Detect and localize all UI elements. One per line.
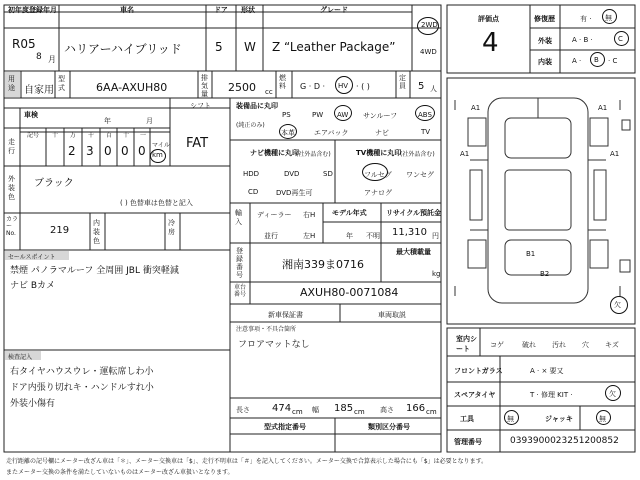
inspector-line2: ドア内張り切れキ・ハンドルすれ小 [10, 383, 154, 393]
sales-points-line1: 禁煙 パノラマルーフ 全周囲 JBL 衝突軽減 [10, 266, 179, 276]
exterior-selected: C [618, 35, 623, 43]
nav-sub: (社外品含む) [296, 151, 331, 158]
inspector-line1: 右タイヤハウスウレ・運転席しわ小 [10, 367, 154, 377]
mgmt-value: 0393900023251200852 [510, 436, 619, 446]
interior-color-label: 内装色 [93, 219, 100, 245]
damage-a1-right: A1 [598, 104, 608, 112]
damage-a1-left: A1 [471, 104, 481, 112]
model-label: 型式 [58, 75, 65, 92]
seat-hole: 穴 [582, 341, 589, 349]
mileage-label: 走行 [8, 138, 15, 155]
tools-label: 工具 [460, 415, 474, 423]
class-number-label: 類別区分番号 [368, 423, 410, 431]
damage-missing: 欠 [614, 301, 621, 309]
notes-line1: フロアマットなし [238, 340, 310, 350]
ac-label: 冷房 [168, 219, 175, 236]
height-unit: cm [426, 408, 437, 416]
width-value: 185 [334, 403, 354, 414]
reg-year-value: R05 [12, 37, 36, 51]
seat-label: 室内シート [456, 335, 477, 353]
tv-sub: (社外品含む) [400, 151, 435, 158]
mileage-h6: 一 [140, 132, 147, 139]
car-name-value: ハリアーハイブリッド [64, 42, 182, 56]
new-warranty-label: 新車保証書 [268, 311, 303, 319]
color-value: ブラック [34, 178, 74, 189]
drive-alt: 4WD [420, 48, 437, 56]
doors-value: 5 [215, 40, 223, 54]
color-no-label: カラーNo. [6, 216, 19, 237]
height-label: 高さ [380, 406, 394, 414]
interior-options: A · [572, 57, 582, 65]
equip-airbag: エアバック [314, 129, 349, 137]
grade-value: Z “Leather Package” [272, 40, 396, 54]
damage-b2: B2 [540, 270, 550, 278]
registration-value: 湘南339ま0716 [282, 258, 364, 271]
equip-sunroof: サンルーフ [363, 112, 398, 120]
mileage-unit: km [152, 151, 163, 159]
inspector-label: 検査記入 [8, 354, 33, 361]
footer-line2: またメーター交換の条件を満たしていないものはメーター改ざん車扱いとなります。 [6, 469, 234, 476]
mileage-h3: 千 [88, 132, 95, 139]
repair-options: 有 · [580, 15, 592, 23]
mileage-digit-5: 0 [138, 144, 146, 158]
tv-analog: アナログ [364, 189, 392, 197]
mileage-h4: 百 [106, 132, 113, 139]
inspection-month: 月 [146, 117, 153, 125]
color-no-value: 219 [50, 225, 70, 236]
capacity-unit: 人 [430, 85, 437, 93]
score-label: 評価点 [478, 15, 499, 23]
color-label: 外装色 [8, 175, 15, 201]
use-label: 用途 [8, 75, 15, 92]
fuel-selected: HV [338, 82, 349, 90]
length-unit: cm [292, 408, 303, 416]
import-dealer: ディーラー [257, 211, 292, 219]
fuel-rest: · ( ) [356, 82, 370, 91]
recycle-label: リサイクル預託金 [386, 209, 442, 217]
spare-selected: 欠 [609, 390, 616, 398]
spare-label: スペアタイヤ [454, 391, 496, 399]
equip-pw: PW [312, 111, 324, 119]
mileage-digit-4: 0 [121, 144, 129, 158]
capacity-value: 5 [418, 81, 425, 92]
import-label: 輸入 [235, 209, 242, 226]
reg-month-value: 8 [36, 52, 42, 62]
inspection-label: 車検 [24, 111, 38, 119]
recycle-value: 11,310 [392, 227, 427, 238]
jack-selected: 無 [599, 415, 606, 423]
model-year-label: モデル年式 [332, 209, 367, 217]
seat-tear: 破れ [522, 341, 536, 349]
mileage-h1: 十 [52, 132, 59, 139]
capacity-label: 定員 [399, 74, 406, 90]
max-load-unit: kg [432, 270, 441, 278]
displacement-label: 排気量 [201, 74, 208, 98]
chassis-value: AXUH80-0071084 [300, 286, 399, 299]
reg-month-unit: 月 [48, 55, 56, 64]
width-unit: cm [354, 408, 365, 416]
reg-year-label: 初年度登録年月 [8, 6, 57, 14]
registration-label: 登録番号 [236, 247, 243, 279]
grade-label: グレード [320, 6, 348, 14]
interior-rest: · C [608, 57, 618, 65]
damage-a1-right2: A1 [610, 150, 620, 158]
use-value: 自家用 [24, 85, 54, 96]
front-glass-label: フロントガラス [454, 367, 503, 375]
equip-tv: TV [421, 128, 431, 136]
import-right: 右H [303, 211, 316, 219]
mileage-counter-label: 記号 [27, 132, 40, 139]
model-year-unknown: 不明 [366, 232, 380, 240]
equip-aw: AW [337, 111, 349, 119]
nav-hdd: HDD [243, 170, 260, 178]
drive-selected: 2WD [421, 21, 438, 29]
equip-navi: ナビ [375, 129, 389, 137]
equip-leather: 本革 [281, 129, 295, 137]
type-designation-label: 型式指定番号 [264, 423, 306, 431]
mileage-h2: 万 [70, 132, 77, 139]
sales-points-line2: ナビ Bカメ [10, 281, 56, 291]
mileage-h5: 十 [123, 132, 130, 139]
inspector-line3: 外装小傷有 [10, 399, 56, 409]
equipment-subtitle: (純正のみ) [236, 122, 265, 129]
exterior-options: A · B · [572, 36, 593, 44]
mgmt-label: 管理番号 [454, 438, 482, 446]
equip-ps: PS [282, 111, 291, 119]
mileage-digit-1: 2 [68, 144, 76, 158]
displacement-value: 2500 [228, 81, 256, 94]
import-parallel: 並行 [264, 232, 278, 240]
nav-sd: SD [323, 170, 333, 178]
color-note: ( ) 色替車は色替と記入 [120, 199, 193, 207]
nav-dvd-play: DVD再生可 [276, 189, 313, 197]
tv-title: TV機種に丸印 [356, 149, 402, 157]
manual-label: 車両取説 [378, 311, 406, 319]
height-value: 166 [406, 403, 426, 414]
import-left: 左H [303, 232, 316, 240]
damage-a1-left2: A1 [460, 150, 470, 158]
footer-line1: 走行距離の記号欄にメーター改ざん車は「＊」、メーター交換車は「$」、走行不明車は「＃」を記入してください。メーター交換で合算表示した場合にも「$」は必要となります。 [6, 458, 488, 465]
sales-points-label: セールスポイント [8, 254, 56, 261]
score-value: 4 [482, 28, 499, 58]
equipment-title: 装備品に丸印 [236, 102, 278, 110]
cc-unit: cc [265, 88, 273, 96]
mileage-digit-3: 0 [104, 144, 112, 158]
chassis-label: 車台番号 [234, 284, 247, 298]
shift-label: シフト [190, 102, 211, 110]
fuel-label: 燃料 [279, 74, 286, 90]
width-label: 幅 [312, 406, 319, 414]
shift-value: FAT [186, 136, 209, 151]
inspection-year: 年 [104, 117, 111, 125]
fuel-options: G · D · [300, 82, 326, 91]
length-label: 長さ [236, 406, 250, 414]
repair-selected: 無 [605, 14, 612, 22]
interior-selected: B [594, 56, 599, 64]
notes-label: 注意事項・不具合箇所 [236, 326, 297, 333]
doors-label: ドア [214, 6, 228, 14]
exterior-label: 外装 [538, 37, 552, 45]
spare-value: T · 修理 KIT · [530, 391, 573, 399]
jack-label: ジャッキ [545, 415, 573, 423]
interior-label: 内装 [538, 58, 552, 66]
tv-oneseg: ワンセグ [406, 171, 434, 179]
nav-title: ナビ機種に丸印 [250, 149, 299, 157]
nav-cd: CD [248, 188, 259, 196]
model-year-year: 年 [346, 232, 353, 240]
car-name-label: 車名 [120, 6, 134, 14]
repair-label: 修復歴 [534, 15, 555, 23]
model-value: 6AA-AXUH80 [96, 81, 168, 94]
seat-dirt: 汚れ [552, 341, 566, 349]
length-value: 474 [272, 403, 292, 414]
equip-abs: ABS [418, 111, 432, 119]
tv-fullseg: フルセグ [364, 171, 392, 179]
seat-burn: コゲ [490, 341, 504, 349]
seat-scratch: キズ [605, 341, 619, 349]
tools-selected: 無 [507, 415, 514, 423]
front-glass-value: A · × 要又 [530, 367, 564, 375]
nav-dvd: DVD [284, 170, 300, 178]
max-load-label: 最大積載量 [396, 248, 431, 256]
mileage-mile: マイル [152, 142, 170, 149]
mileage-digit-2: 3 [86, 144, 94, 158]
shape-value: W [244, 40, 256, 54]
damage-b1: B1 [526, 250, 536, 258]
shape-label: 形状 [241, 6, 255, 14]
recycle-unit: 円 [432, 232, 439, 240]
